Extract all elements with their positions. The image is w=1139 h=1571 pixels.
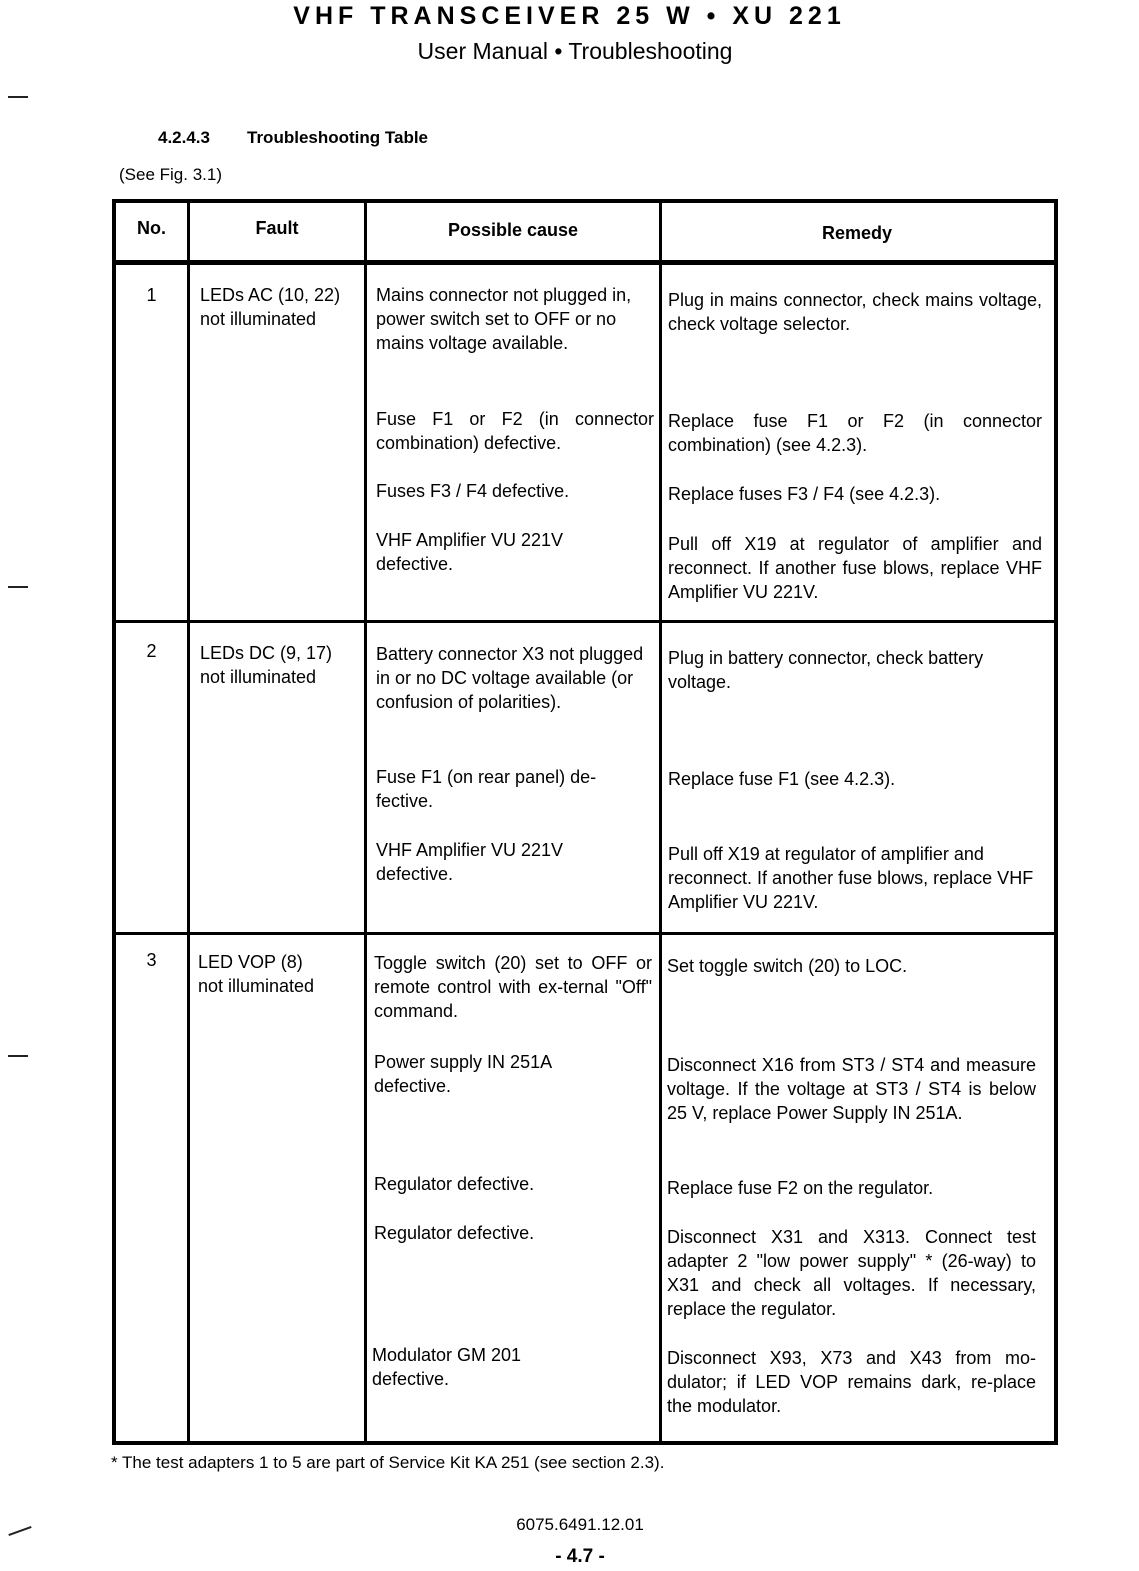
possible-cause: Fuse F1 or F2 (in connector combination) defective. [376, 409, 654, 453]
remedy: Plug in mains connector, check mains voltage, check voltage selector. [668, 290, 1042, 334]
row-number: 2 [146, 641, 157, 661]
possible-cause: Toggle switch (20) set to OFF or remote control with ex-ternal "Off" command. [374, 953, 652, 1021]
remedy: Pull off X19 at regulator of amplifier and reconnect. If another fuse blows, replace VHF Amplifier VU 221V. [668, 844, 1034, 912]
column-header-cause: Possible cause [447, 220, 579, 240]
scan-mark [8, 96, 28, 98]
section-heading [121, 128, 428, 148]
row-divider [112, 620, 1058, 623]
section-title: Troubleshooting Table [247, 128, 429, 147]
section-number: 4.2.4.3 [158, 128, 210, 147]
possible-cause: Mains connector not plugged in, power switch set to OFF or no mains voltage available. [376, 285, 632, 353]
remedy: Disconnect X31 and X313. Connect test adapter 2 "low power supply" * (26-way) to X31 and check all voltages. If necessary, replace the regulator. [667, 1227, 1036, 1319]
row-divider [112, 932, 1058, 935]
document-number: 6075.6491.12.01 [516, 1515, 644, 1534]
scan-mark [8, 1055, 28, 1057]
remedy: Plug in battery connector, check battery voltage. [668, 648, 984, 692]
possible-cause: VHF Amplifier VU 221V defective. [376, 840, 564, 884]
fault-description: LED VOP (8) not illuminated [198, 952, 315, 996]
footnote: * The test adapters 1 to 5 are part of Service Kit KA 251 (see section 2.3). [111, 1453, 665, 1472]
possible-cause: Battery connector X3 not plugged in or no DC voltage available (or confusion of polarities). [376, 644, 644, 712]
possible-cause: Regulator defective. [374, 1174, 535, 1194]
document-subtitle: User Manual • Troubleshooting [417, 38, 733, 64]
column-header-fault: Fault [255, 218, 299, 238]
fault-description: LEDs AC (10, 22) not illuminated [200, 285, 341, 329]
column-header-no: No. [137, 218, 166, 238]
possible-cause: Fuse F1 (on rear panel) de-fective. [376, 767, 597, 811]
possible-cause: Fuses F3 / F4 defective. [376, 481, 570, 501]
possible-cause: Modulator GM 201 defective. [372, 1345, 522, 1389]
remedy: Pull off X19 at regulator of amplifier and reconnect. If another fuse blows, replace VHF Amplifier VU 221V. [668, 534, 1042, 602]
remedy: Replace fuse F1 (see 4.2.3). [668, 769, 896, 789]
possible-cause: Power supply IN 251A defective. [374, 1052, 552, 1096]
possible-cause: VHF Amplifier VU 221V defective. [376, 530, 564, 574]
remedy: Replace fuse F1 or F2 (in connector combination) (see 4.2.3). [668, 411, 1042, 455]
column-divider [187, 199, 190, 1445]
figure-reference: (See Fig. 3.1) [119, 165, 222, 184]
possible-cause: Regulator defective. [374, 1223, 535, 1243]
remedy: Disconnect X16 from ST3 / ST4 and measure voltage. If the voltage at ST3 / ST4 is below 25 V, replace Power Supply IN 251A. [667, 1055, 1036, 1123]
troubleshooting-table [112, 199, 1058, 1445]
column-header-remedy: Remedy [821, 223, 893, 243]
remedy: Replace fuse F2 on the regulator. [667, 1178, 934, 1198]
row-number: 3 [146, 950, 157, 970]
scan-mark [8, 586, 28, 588]
column-divider [659, 199, 662, 1445]
header-divider [112, 260, 1058, 265]
row-number: 1 [146, 285, 157, 305]
remedy: Set toggle switch (20) to LOC. [667, 956, 908, 976]
remedy: Replace fuses F3 / F4 (see 4.2.3). [668, 484, 941, 504]
fault-description: LEDs DC (9, 17) not illuminated [200, 643, 333, 687]
document-title: VHF TRANSCEIVER 25 W • XU 221 [293, 2, 846, 30]
column-divider [364, 199, 367, 1445]
remedy: Disconnect X93, X73 and X43 from mo-dulator; if LED VOP remains dark, re-place the modulator. [667, 1348, 1036, 1416]
page-number: - 4.7 - [555, 1546, 605, 1567]
